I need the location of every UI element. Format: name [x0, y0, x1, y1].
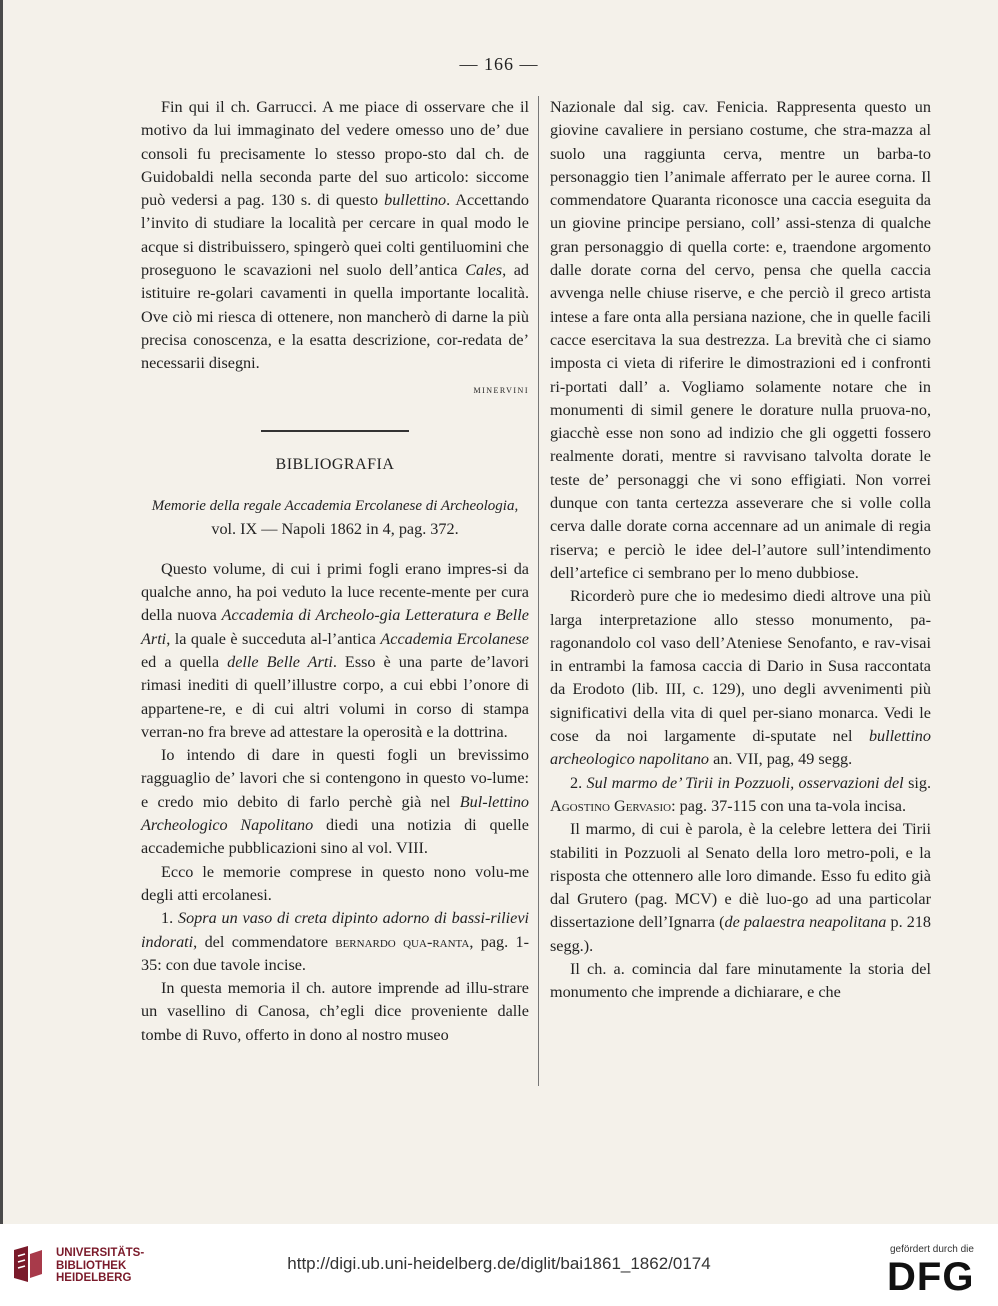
- paragraph: Il marmo, di cui è parola, è la celebre lettera dei Tirii stabiliti in Pozzuoli al Senato della loro metro-poli, e la risposta che ottennero alle loro dimande. Esso fu edito già dal Grutero (pag. MCV) e diè luo-go ad una particolar dissertazione dell’Ignarra (de palaestra neapolitana p. 218 segg.).: [550, 820, 932, 955]
- paragraph: Ecco le memorie comprese in questo nono volu-me degli atti ercolanesi.: [141, 862, 529, 904]
- paragraph: Fin qui il ch. Garrucci. A me piace di osservare che il motivo da lui immaginato del vedere omesso uno de’ due consoli fu precisamente lo stesso propo-sto dal ch. de Guidobaldi nella seconda parte del suo articolo: siccome può vedersi a pag. 130 s. di questo bullettino. Accettando l’invito di studiare la località per cercare in qual modo le acque si distribuissero, spingerò quei colti gentiluomini che proseguono le scavazioni nel suolo dell’antica Cales, ad istituire re-golari cavamenti in quella importante località. Ove ciò mi riesca di ottenere, non mancherò di darne la più precisa conoscenza, e la esatta descrizione, cor-redata de’ necessarii disegni.: [141, 98, 530, 373]
- section-heading: BIBLIOGRAFIA: [275, 455, 395, 473]
- paragraph: Io intendo di dare in questi fogli un brevissimo ragguaglio de’ lavori che si contengono in questo vo-lume: e credo mio debito di farlo perchè già nel Bul-lettino Archeologico Napolitano diedi una notizia di quelle accademiche pubblicazioni sino al vol. VIII.: [141, 746, 530, 858]
- dfg-logo: DFG: [887, 1255, 975, 1299]
- source-url-link[interactable]: http://digi.ub.uni-heidelberg.de/diglit/bai1861_1862/0174: [287, 1254, 711, 1273]
- paragraph: Nazionale dal sig. cav. Fenicia. Rappresenta questo un giovine cavaliere in persiano costume, che stra-mazza al suolo una raggiunta cerva, mentre un barba-to personaggio tien l’animale afferrato per le auree corna. Il commendatore Quaranta riconosce una caccia eseguita da un giovine principe persiano, coll’ assi-stenza di qualche gran personaggio di quella corte: e, traendone argomento dalle dorate corna del cervo, pensa che quella caccia avvenga nelle chiuse riserve, e che perciò il greco artista intese a fare onta alla persiana nazione, che in quelle facili cacce esercitava la sua destrezza. La brevità che ci siamo imposta ci vieta di riferire le dimostrazioni ed i confronti ri-portati dall’ a. Vogliamo solamente notare che in monumenti di simil genere le dorature nulla pruova-no, giacchè esse non sono ad indizio che gli oggetti fossero realmente dorati, mentre si ravvisano talvolta dorate le teste de’ personaggi che vi sono effigiati. Non vorrei dunque con tanta certezza asseverare che si volle colla cerva dalle dorate corna accennare ad un animale di regia riserva; e perciò le idee del-l’autore sull’intendimento dell’artefice ci sembrano per lo meno dubbiose.: [550, 98, 931, 582]
- page-edge: [0, 0, 3, 1224]
- funding-label: gefördert durch die: [890, 1244, 974, 1255]
- paragraph: Ricorderò pure che io medesimo diedi altrove una più larga interpretazione allo stesso monumento, pa-ragonandolo col vaso dell’Ateniese Senofanto, e rav-visai in entrambi la famosa caccia di Dario in Susa raccontata da Erodoto (lib. III, c. 129), uno degli avvenimenti più significativi della vita di quel per-siano monarca. Vedi le cose da noi largamente di-sputate nel bullettino archeologico napolitano an. VII, pag, 49 segg.: [550, 587, 931, 769]
- page-number: — 166 —: [459, 54, 539, 74]
- paragraph: Il ch. a. comincia dal fare minutamente la storia del monumento che imprende a dichiarare, e che: [550, 959, 931, 1002]
- paragraph: Questo volume, di cui i primi fogli erano impres-si da qualche anno, ha poi veduto la luce recente-mente per cura della nuova Accademia di Archeolo-gia Letteratura e Belle Arti, la quale è succeduta al-l’antica Accademia Ercolanese ed a quella delle Belle Arti. Esso è una parte de’lavori rimasi inediti di quell’illustre corpo, a cui ebbi l’onore di appartene-re, e di cui altri volumi in corso di stampa verran-no fra breve ad attestare la operosità e la dottrina.: [141, 559, 530, 741]
- paragraph: 2. Sul marmo de’ Tirii in Pozzuoli, osservazioni del sig. Agostino Gervasio: pag. 37-115 con una ta-vola incisa.: [550, 773, 932, 815]
- left-column: [141, 96, 529, 1047]
- footer-bar: [0, 1224, 998, 1306]
- paragraph: In questa memoria il ch. autore imprende ad illu-strare un vasellino di Canosa, ch’egli dice proveniente dalle tombe di Ruvo, offerto in dono al nostro museo: [141, 979, 529, 1044]
- paragraph: 1. Sopra un vaso di creta dipinto adorno di bassi-rilievi indorati, del commendatore bernardo qua-ranta, pag. 1-35: con due tavole incise.: [141, 909, 530, 974]
- author-signature: minervini: [473, 381, 529, 396]
- bibliographic-entry: Memorie della regale Accademia Ercolanese di Archeologia, vol. IX — Napoli 1862 in 4, pag. 372.: [151, 498, 519, 539]
- right-column: [550, 96, 931, 1005]
- library-name: UNIVERSITÄTS- BIBLIOTHEK HEIDELBERG: [56, 1247, 145, 1284]
- section-rule: [261, 430, 409, 432]
- column-divider: [538, 96, 539, 1086]
